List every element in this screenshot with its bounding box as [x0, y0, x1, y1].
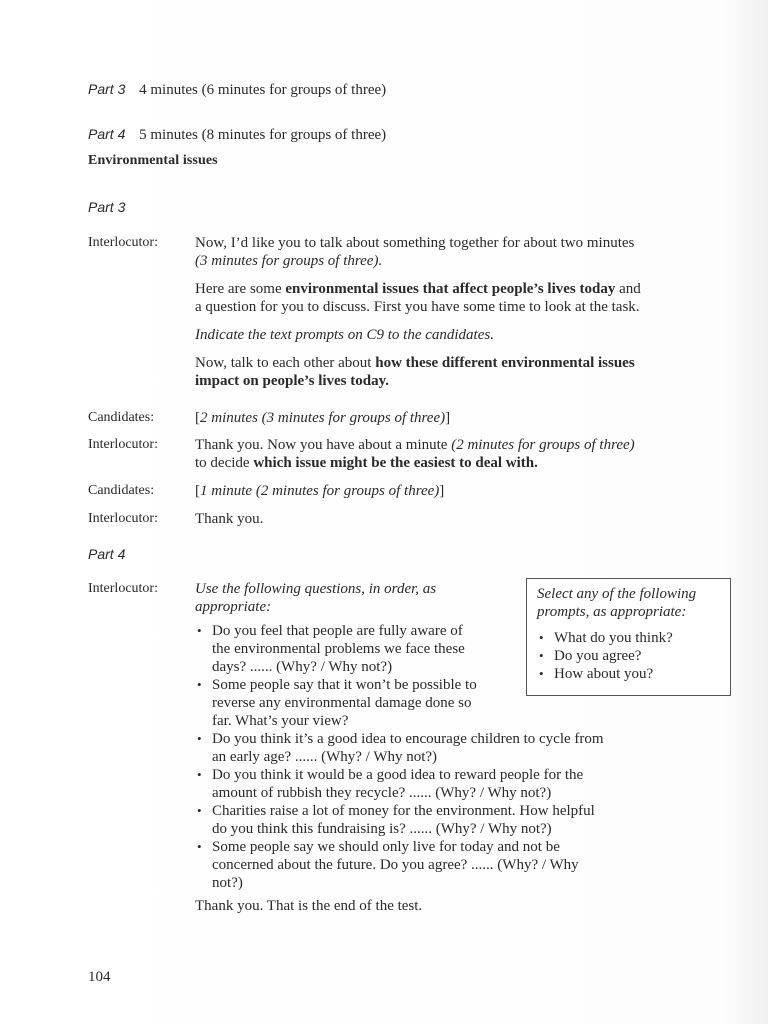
part3-timing — [88, 80, 386, 99]
text-run: [ — [195, 410, 200, 426]
prompt-item — [537, 629, 722, 647]
prompt-line: How about you? — [554, 666, 654, 682]
bullet-icon: • — [197, 803, 202, 818]
text-run: to decide — [195, 455, 254, 471]
question-line: Some people say that it won’t be possible to — [212, 677, 477, 693]
text-run: Here are some — [195, 281, 286, 297]
bullet-icon: • — [197, 731, 202, 746]
text-run: 2 minutes (3 minutes for groups of three) — [200, 410, 446, 426]
dialogue-paragraph — [195, 234, 650, 270]
text-run: ] — [439, 483, 445, 499]
speaker-label: Interlocutor: — [88, 511, 158, 526]
question-item — [195, 838, 665, 892]
question-line: Do you think it would be a good idea to reward people for the — [212, 767, 584, 783]
prompt-line: Do you agree? — [554, 648, 642, 664]
question-line: days? ...... (Why? / Why not?) — [212, 659, 393, 675]
speaker-label: Candidates: — [88, 483, 155, 498]
bullet-icon: • — [197, 623, 202, 638]
speaker-label: Candidates: — [88, 410, 155, 425]
bullet-icon: • — [539, 666, 544, 681]
text-run: Thank you. — [195, 511, 264, 527]
dialogue-paragraph — [195, 409, 650, 427]
part3-heading: Part 3 — [88, 199, 126, 215]
closing-text: Thank you. That is the end of the test. — [195, 898, 423, 914]
dialogue-block — [195, 482, 650, 510]
timing-text: 5 minutes (8 minutes for groups of three) — [139, 127, 387, 143]
dialogue-paragraph — [195, 280, 650, 316]
instruction-line: appropriate: — [195, 599, 272, 615]
question-line: the environmental problems we face these — [212, 641, 465, 657]
prompt-list — [537, 629, 722, 683]
timing-text: 4 minutes (6 minutes for groups of three) — [139, 82, 387, 98]
part-label: Part 4 — [88, 126, 126, 142]
question-item — [195, 766, 665, 802]
question-line: amount of rubbish they recycle? ...... (Why? / Why not?) — [212, 785, 552, 801]
dialogue-paragraph — [195, 482, 650, 500]
dialogue-block — [195, 234, 650, 400]
prompt-line: What do you think? — [554, 630, 673, 646]
page-number: 104 — [88, 969, 111, 985]
text-run: Now, talk to each other about — [195, 355, 376, 371]
prompt-item — [537, 665, 722, 683]
part4-timing — [88, 125, 386, 144]
text-run: and a question for you to discuss. First you have some time to look at the task. — [195, 281, 641, 315]
instruction-line: Use the following questions, in order, as — [195, 581, 437, 597]
dialogue-block — [195, 436, 650, 482]
question-line: not?) — [212, 875, 243, 891]
bullet-icon: • — [197, 677, 202, 692]
speaker-label: Interlocutor: — [88, 235, 158, 250]
prompt-box-title-line: prompts, as appropriate: — [537, 604, 687, 620]
dialogue-paragraph — [195, 436, 650, 472]
prompt-box — [526, 578, 731, 696]
dialogue-paragraph — [195, 326, 650, 344]
question-line: far. What’s your view? — [212, 713, 349, 729]
dialogue-block — [195, 510, 650, 538]
text-run: (2 minutes for groups of three) — [451, 437, 635, 453]
bullet-icon: • — [197, 767, 202, 782]
bullet-icon: • — [197, 839, 202, 854]
text-run: Thank you. Now you have about a minute — [195, 437, 452, 453]
part-label: Part 3 — [88, 81, 126, 97]
text-run: which issue might be the easiest to deal with. — [253, 455, 538, 471]
question-line: Some people say we should only live for today and not be — [212, 839, 560, 855]
question-line: reverse any environmental damage done so — [212, 695, 472, 711]
section-title: Environmental issues — [88, 153, 218, 168]
text-run: (3 minutes for groups of three). — [195, 253, 383, 269]
question-item — [195, 802, 665, 838]
speaker-label: Interlocutor: — [88, 581, 158, 596]
question-line: Charities raise a lot of money for the environment. How helpful — [212, 803, 595, 819]
prompt-box-title-line: Select any of the following — [537, 586, 697, 602]
dialogue-block — [195, 409, 650, 437]
question-item — [195, 730, 665, 766]
question-line: do you think this fundraising is? ...... (Why? / Why not?) — [212, 821, 552, 837]
bullet-icon: • — [539, 648, 544, 663]
question-line: concerned about the future. Do you agree? ...... (Why? / Why — [212, 857, 579, 873]
text-run: environmental issues that affect people’s lives today — [285, 281, 616, 297]
speaker-label: Interlocutor: — [88, 437, 158, 452]
prompt-item — [537, 647, 722, 665]
text-run: how these different environmental issues impact on people’s lives today. — [195, 355, 635, 389]
prompt-box-title — [537, 585, 722, 621]
text-run: ] — [445, 410, 451, 426]
text-run: [ — [195, 483, 200, 499]
text-run: Indicate the text prompts on C9 to the candidates. — [195, 327, 494, 343]
dialogue-paragraph — [195, 510, 650, 528]
dialogue-paragraph — [195, 354, 650, 390]
text-run: 1 minute (2 minutes for groups of three) — [200, 483, 440, 499]
question-line: Do you think it’s a good idea to encourage children to cycle from — [212, 731, 604, 747]
instruction-text — [195, 580, 515, 616]
question-line: Do you feel that people are fully aware of — [212, 623, 463, 639]
bullet-icon: • — [539, 630, 544, 645]
question-line: an early age? ...... (Why? / Why not?) — [212, 749, 438, 765]
part4-heading: Part 4 — [88, 546, 126, 562]
text-run: Now, I’d like you to talk about something together for about two minutes — [195, 235, 635, 251]
